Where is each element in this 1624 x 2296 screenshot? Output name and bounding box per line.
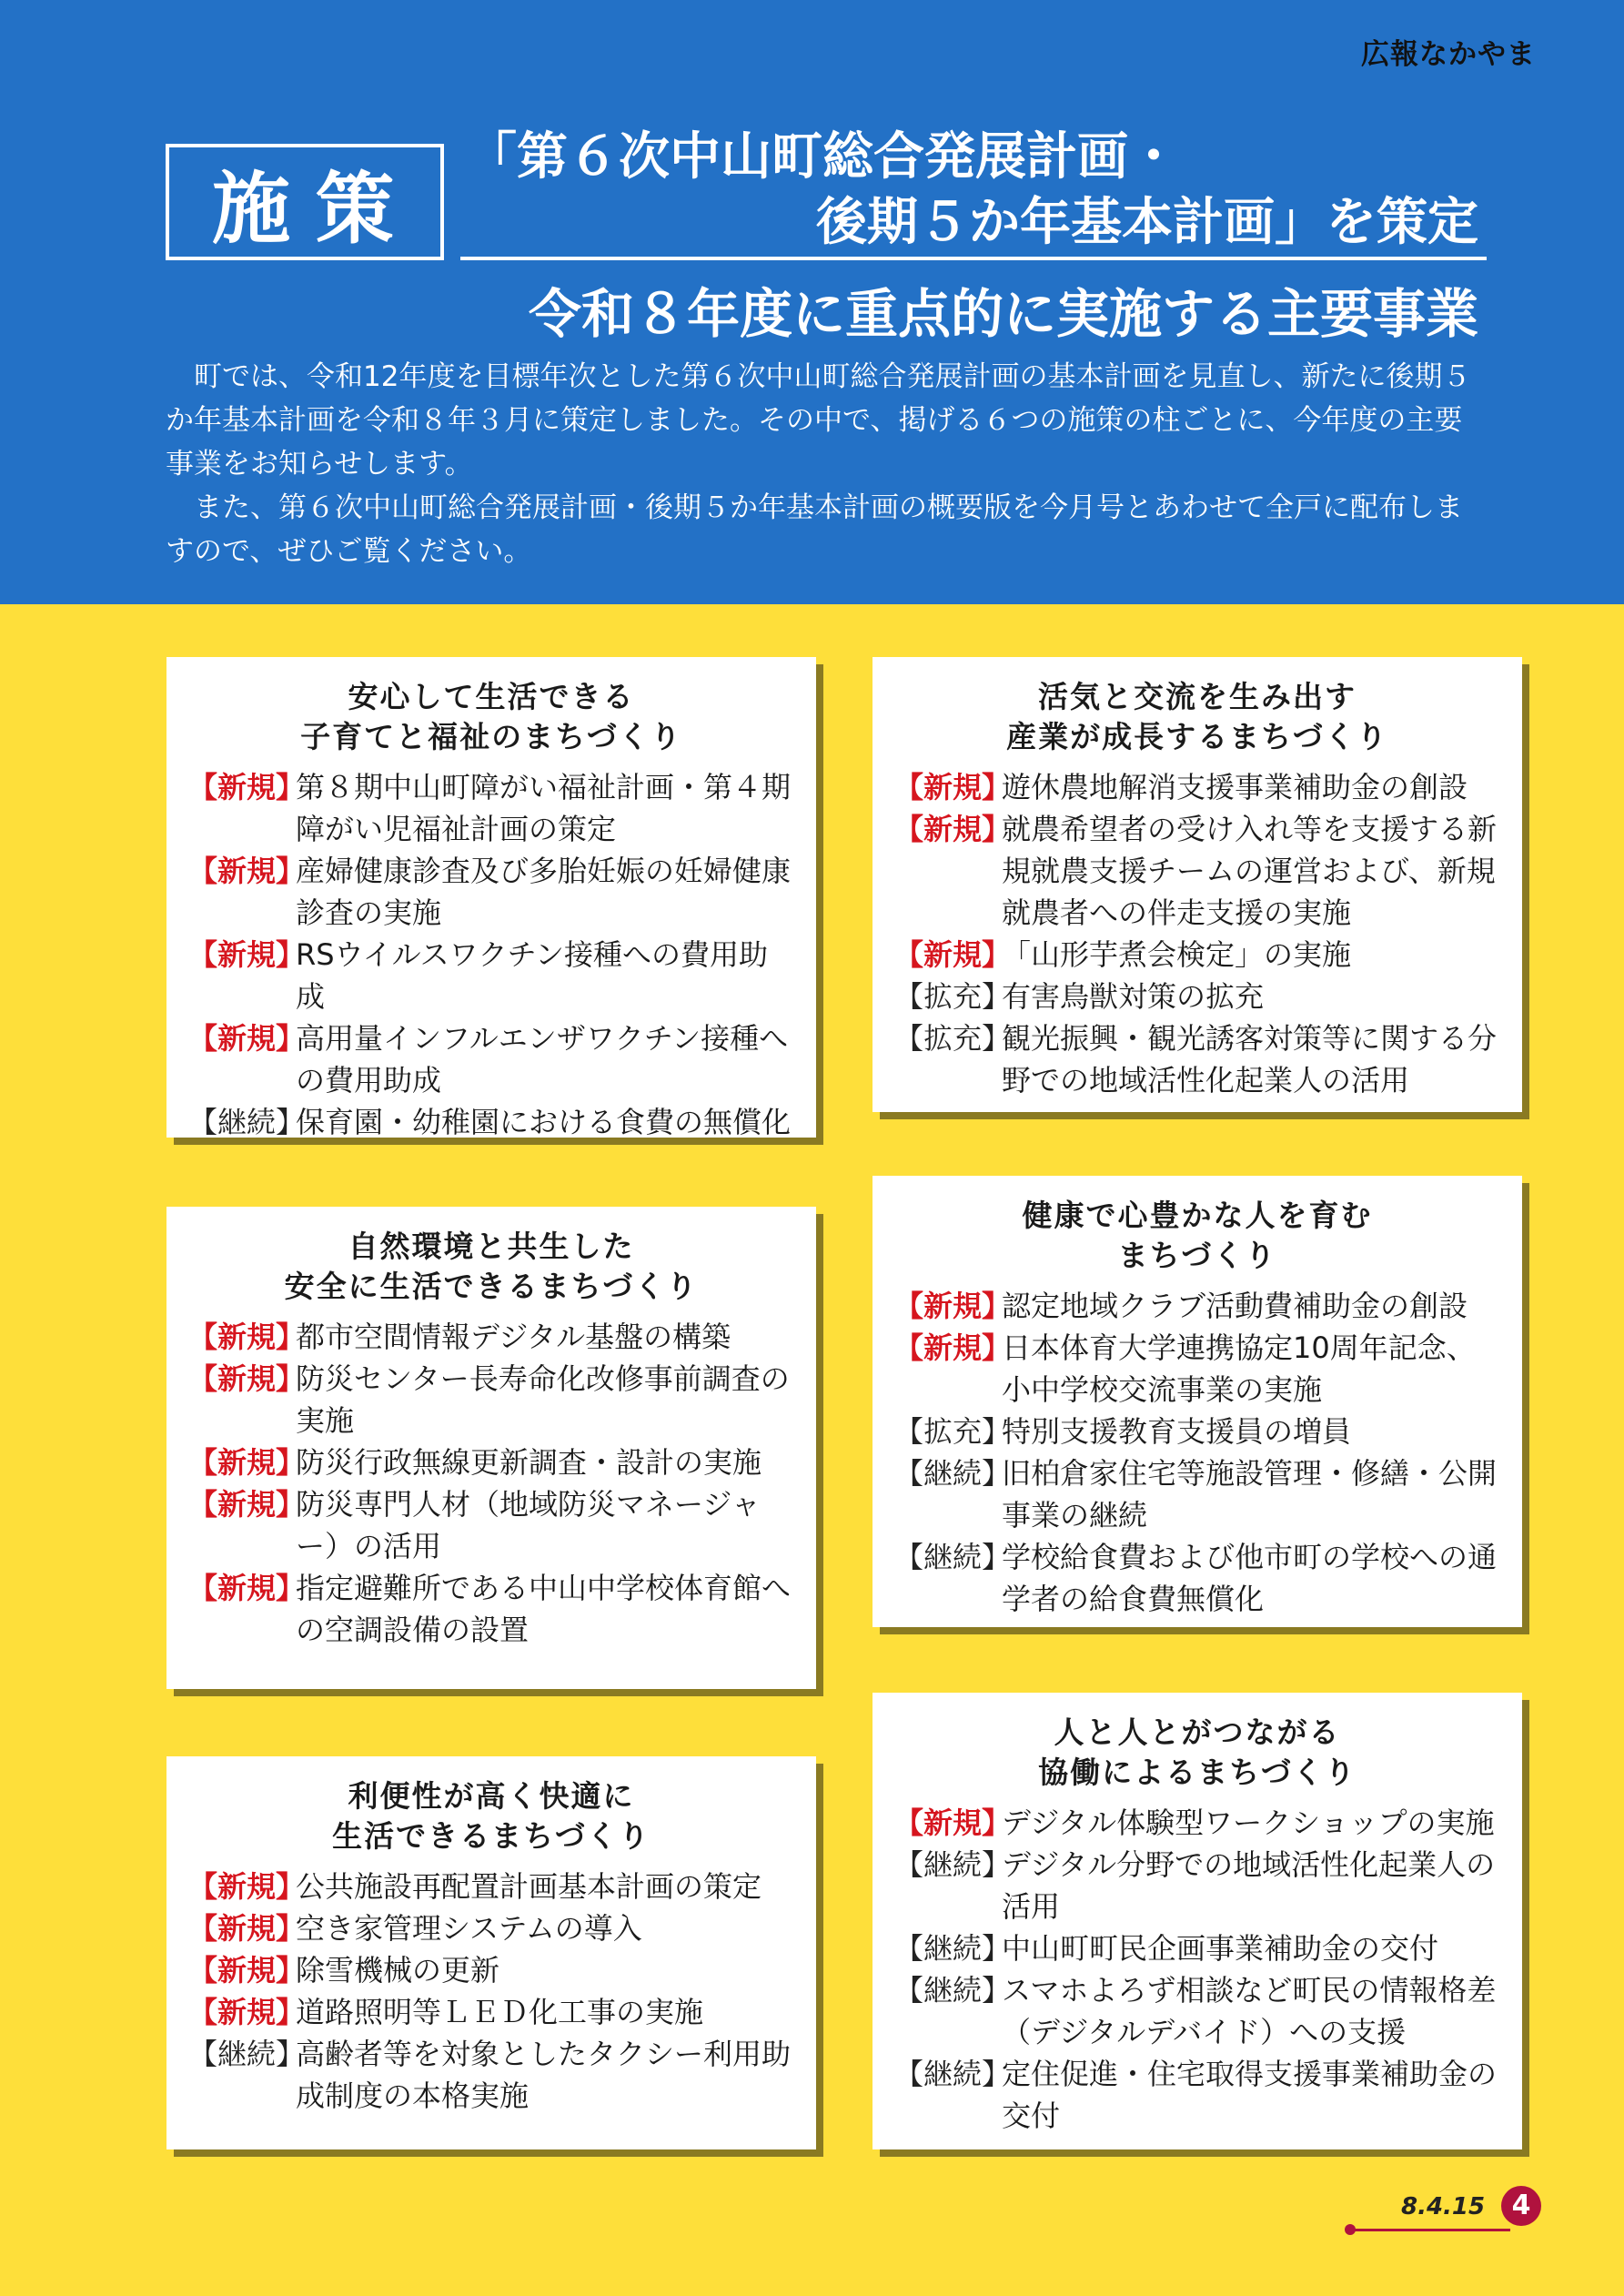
item-text: 就農希望者の受け入れ等を支援する新規就農支援チームの運営および、新規就農者への伴走支援の実施: [1002, 812, 1498, 930]
title-line-2: 後期５か年基本計画」を策定: [816, 193, 1478, 252]
item-text: 定住促進・住宅取得支援事業補助金の交付: [1002, 2057, 1498, 2133]
item-text: 観光振興・観光誘客対策等に関する分野での地域活性化起業人の活用: [1002, 1021, 1498, 1097]
list-item: [894, 808, 1500, 934]
continue-tag: 【継続】: [894, 1931, 1012, 1966]
issue-date: 8.4.15: [1401, 2193, 1486, 2220]
item-text: 都市空間情報デジタル基盤の構築: [296, 1320, 731, 1354]
list-item: [188, 850, 794, 934]
list-item: [188, 1017, 794, 1101]
item-text: 道路照明等ＬＥＤ化工事の実施: [296, 1995, 704, 2029]
card-title-line-1: 健康で心豊かな人を育む: [1022, 1198, 1373, 1233]
title-divider: [460, 257, 1487, 260]
card-title: [188, 677, 794, 757]
list-item: [894, 1017, 1500, 1101]
item-text: 遊休農地解消支援事業補助金の創設: [1002, 770, 1468, 804]
continue-tag: 【継続】: [894, 1847, 1012, 1882]
list-item: [894, 1844, 1500, 1927]
list-item: [188, 1907, 794, 1949]
list-item: [188, 1316, 794, 1358]
item-text: 中山町町民企画事業補助金の交付: [1002, 1931, 1439, 1966]
header-banner: [0, 0, 1624, 604]
item-text: 高齢者等を対象としたタクシー利用助成制度の本格実施: [296, 2037, 792, 2113]
item-text: 第８期中山町障がい福祉計画・第４期障がい児福祉計画の策定: [296, 770, 792, 846]
new-tag: 【新規】: [894, 1805, 1012, 1840]
policy-card-health-education: [873, 1176, 1522, 1627]
item-text: デジタル体験型ワークショップの実施: [1002, 1805, 1495, 1840]
card-title-line-1: 利便性が高く快適に: [348, 1778, 635, 1814]
item-text: 有害鳥獣対策の拡充: [1002, 979, 1265, 1014]
list-item: [894, 1536, 1500, 1620]
continue-tag: 【継続】: [894, 1456, 1012, 1491]
subtitle: 令和８年度に重点的に実施する主要事業: [528, 283, 1478, 345]
list-item: [188, 1101, 794, 1143]
list-item: [894, 1452, 1500, 1536]
item-text: 特別支援教育支援員の増員: [1002, 1414, 1352, 1449]
title-line-1: 「第６次中山町総合発展計画・: [466, 127, 1179, 187]
card-title-line-1: 活気と交流を生み出す: [1038, 679, 1357, 714]
new-tag: 【新規】: [188, 1571, 306, 1605]
list-item: [894, 976, 1500, 1017]
item-text: 保育園・幼稚園における食費の無償化: [296, 1105, 792, 1139]
card-title-line-1: 安心して生活できる: [348, 679, 635, 714]
item-text: スマホよろず相談など町民の情報格差（デジタルデバイド）への支援: [1002, 1973, 1497, 2049]
card-title-line-2: 安全に生活できるまちづくり: [284, 1269, 699, 1304]
item-text: 産婦健康診査及び多胎妊娠の妊婦健康診査の実施: [296, 854, 792, 930]
intro-text: [166, 355, 1485, 573]
list-item: [188, 1866, 794, 1907]
policy-card-environment-safety: [166, 1207, 816, 1689]
list-item: [894, 934, 1500, 976]
list-item: [188, 1358, 794, 1441]
list-item: [894, 1969, 1500, 2053]
card-title-line-1: 自然環境と共生した: [348, 1229, 635, 1264]
item-text: 指定避難所である中山中学校体育館への空調設備の設置: [296, 1571, 792, 1647]
list-item: [894, 1802, 1500, 1844]
new-tag: 【新規】: [188, 1869, 306, 1904]
item-text: 旧柏倉家住宅等施設管理・修繕・公開事業の継続: [1002, 1456, 1498, 1532]
list-item: [894, 766, 1500, 808]
policy-card-childcare-welfare: [166, 657, 816, 1138]
policy-card-industry: [873, 657, 1522, 1112]
new-tag: 【新規】: [894, 812, 1012, 846]
item-text: 防災行政無線更新調査・設計の実施: [296, 1445, 762, 1480]
new-tag: 【新規】: [188, 1361, 306, 1396]
item-text: RSウイルスワクチン接種への費用助成: [296, 937, 769, 1014]
item-text: 学校給食費および他市町の学校への通学者の給食費無償化: [1002, 1540, 1498, 1616]
brand-name: 広報なかやま: [1361, 38, 1536, 71]
list-item: [188, 934, 794, 1017]
list-item: [188, 1483, 794, 1567]
new-tag: 【新規】: [188, 1487, 306, 1522]
list-item: [188, 1949, 794, 1991]
new-tag: 【新規】: [894, 1289, 1012, 1323]
list-item: [188, 766, 794, 850]
list-item: [188, 2033, 794, 2117]
new-tag: 【新規】: [188, 1320, 306, 1354]
new-tag: 【新規】: [188, 937, 306, 972]
list-item: [894, 1927, 1500, 1969]
intro-paragraph-1: 町では、令和12年度を目標年次とした第６次中山町総合発展計画の基本計画を見直し、新たに後期５か年基本計画を令和８年３月に策定しました。その中で、掲げる６つの施策の柱ごとに、今年度の主要事業をお知らせします。: [166, 360, 1471, 480]
footer-rule: [1350, 2229, 1510, 2231]
item-text: 「山形芋煮会検定」の実施: [1002, 937, 1352, 972]
policy-card-collaboration: [873, 1693, 1522, 2149]
continue-tag: 【継続】: [188, 1105, 306, 1139]
card-title-line-1: 人と人とがつながる: [1054, 1714, 1341, 1750]
card-title-line-2: 協働によるまちづくり: [1038, 1755, 1357, 1790]
list-item: [894, 1285, 1500, 1327]
card-title-line-2: 産業が成長するまちづくり: [1006, 719, 1388, 754]
new-tag: 【新規】: [188, 1953, 306, 1988]
list-item: [188, 1441, 794, 1483]
list-item: [894, 2053, 1500, 2137]
new-tag: 【新規】: [894, 1330, 1012, 1365]
card-title: [188, 1227, 794, 1307]
new-tag: 【新規】: [188, 854, 306, 888]
new-tag: 【新規】: [188, 1445, 306, 1480]
new-tag: 【新規】: [188, 1995, 306, 2029]
list-item: [188, 1991, 794, 2033]
item-text: 防災センター長寿命化改修事前調査の実施: [296, 1361, 790, 1438]
new-tag: 【新規】: [894, 937, 1012, 972]
list-item: [894, 1327, 1500, 1411]
new-tag: 【新規】: [894, 770, 1012, 804]
expand-tag: 【拡充】: [894, 1414, 1012, 1449]
card-title: [894, 1196, 1500, 1276]
item-text: 公共施設再配置計画基本計画の策定: [296, 1869, 762, 1904]
page-number: 4: [1501, 2186, 1541, 2226]
item-text: 日本体育大学連携協定10周年記念、小中学校交流事業の実施: [1002, 1330, 1476, 1407]
card-title-line-2: 生活できるまちづくり: [332, 1818, 651, 1854]
list-item: [894, 1411, 1500, 1452]
continue-tag: 【継続】: [188, 2037, 306, 2071]
item-text: 防災専門人材（地域防災マネージャー）の活用: [296, 1487, 761, 1563]
item-text: デジタル分野での地域活性化起業人の活用: [1002, 1847, 1496, 1924]
list-item: [188, 1567, 794, 1651]
card-title-line-2: 子育てと福祉のまちづくり: [300, 719, 682, 754]
card-title-line-2: まちづくり: [1117, 1238, 1277, 1273]
item-text: 空き家管理システムの導入: [296, 1911, 642, 1946]
card-title: [894, 677, 1500, 757]
card-title: [188, 1776, 794, 1856]
item-text: 除雪機械の更新: [296, 1953, 500, 1988]
continue-tag: 【継続】: [894, 2057, 1012, 2091]
item-text: 認定地域クラブ活動費補助金の創設: [1002, 1289, 1468, 1323]
card-title: [894, 1713, 1500, 1793]
page-footer: [1350, 2186, 1541, 2237]
new-tag: 【新規】: [188, 770, 306, 804]
continue-tag: 【継続】: [894, 1540, 1012, 1574]
expand-tag: 【拡充】: [894, 979, 1012, 1014]
intro-paragraph-2: また、第６次中山町総合発展計画・後期５か年基本計画の概要版を今月号とあわせて全戸に配布しますので、ぜひご覧ください。: [166, 491, 1463, 568]
continue-tag: 【継続】: [894, 1973, 1012, 2008]
new-tag: 【新規】: [188, 1911, 306, 1946]
expand-tag: 【拡充】: [894, 1021, 1012, 1056]
item-text: 高用量インフルエンザワクチン接種への費用助成: [296, 1021, 789, 1097]
new-tag: 【新規】: [188, 1021, 306, 1056]
policy-card-convenience: [166, 1756, 816, 2149]
kicker-label: 施策: [166, 144, 444, 260]
